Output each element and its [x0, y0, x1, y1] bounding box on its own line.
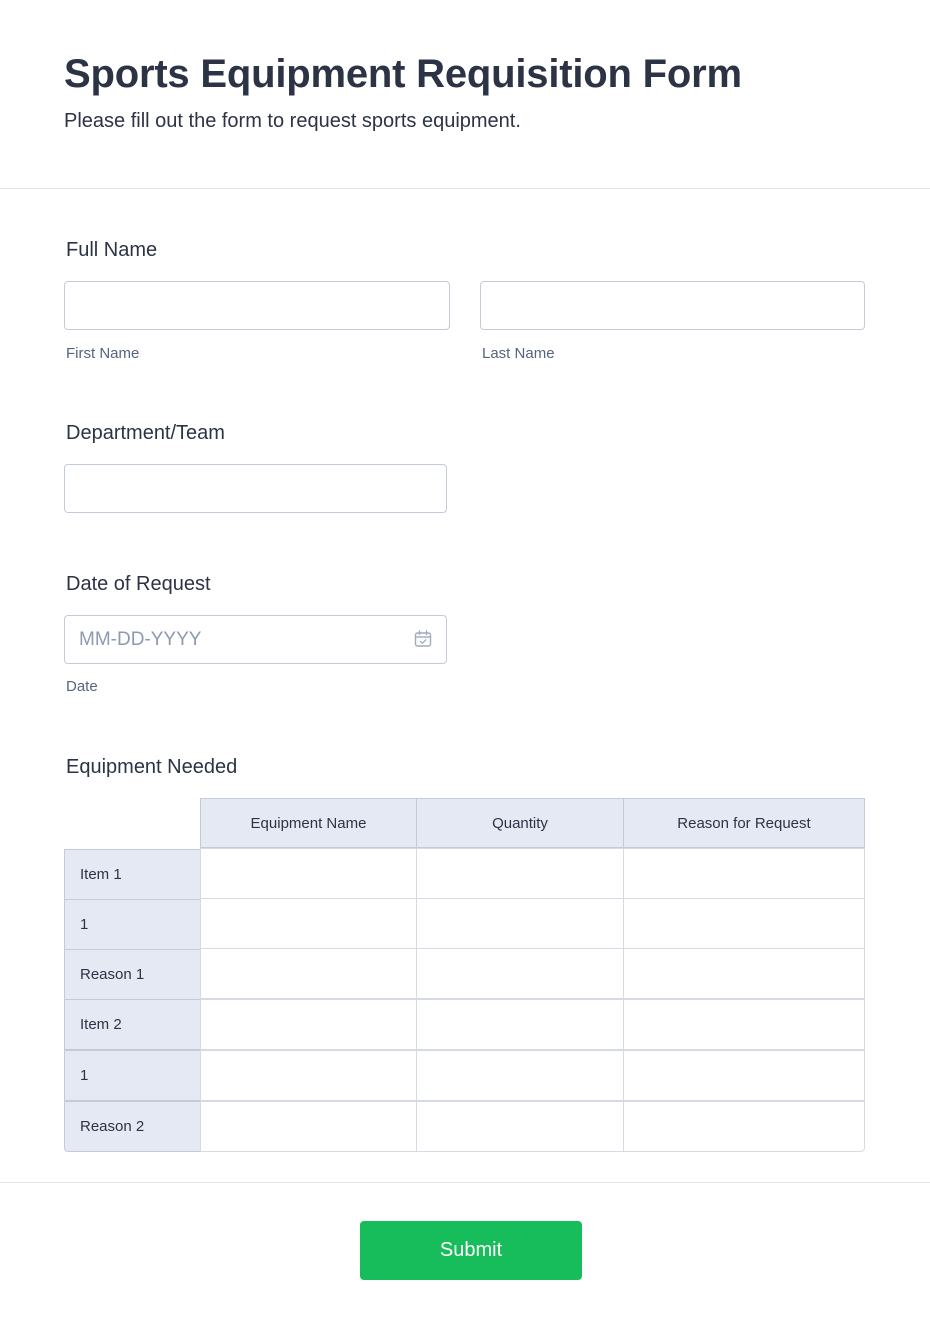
matrix-cell[interactable] — [623, 848, 865, 899]
matrix-cell[interactable] — [200, 999, 417, 1050]
form-header — [0, 0, 930, 189]
matrix-column-header: Reason for Request — [623, 798, 865, 848]
matrix-cell[interactable] — [623, 1050, 865, 1101]
matrix-row-header: 1 — [64, 899, 201, 950]
calendar-icon[interactable] — [414, 630, 432, 648]
submit-button[interactable]: Submit — [360, 1221, 582, 1280]
matrix-cell[interactable] — [623, 999, 865, 1050]
date-label: Date of Request — [66, 573, 211, 595]
matrix-column-header: Equipment Name — [200, 798, 417, 848]
last-name-sublabel: Last Name — [482, 345, 555, 362]
form-subtitle: Please fill out the form to request sports equipment. — [64, 110, 521, 132]
matrix-row-header: Item 2 — [64, 999, 201, 1050]
matrix-cell[interactable] — [416, 999, 624, 1050]
matrix-cell[interactable] — [416, 948, 624, 999]
matrix-cell[interactable] — [416, 1050, 624, 1101]
date-input[interactable] — [64, 615, 447, 664]
date-sublabel: Date — [66, 678, 98, 695]
form-title: Sports Equipment Requisition Form — [64, 52, 742, 96]
matrix-cell[interactable] — [416, 898, 624, 949]
first-name-sublabel: First Name — [66, 345, 140, 362]
matrix-cell[interactable] — [623, 898, 865, 949]
matrix-cell[interactable] — [200, 898, 417, 949]
equipment-matrix — [64, 798, 865, 1152]
matrix-cell[interactable] — [200, 848, 417, 899]
matrix-column-header: Quantity — [416, 798, 624, 848]
matrix-row-header: Item 1 — [64, 849, 201, 900]
matrix-cell[interactable] — [200, 1101, 417, 1152]
department-label: Department/Team — [66, 422, 225, 444]
department-input[interactable] — [64, 464, 447, 513]
matrix-cell[interactable] — [416, 1101, 624, 1152]
matrix-cell[interactable] — [416, 848, 624, 899]
matrix-cell[interactable] — [200, 1050, 417, 1101]
matrix-row-header: 1 — [64, 1050, 201, 1101]
matrix-cell[interactable] — [200, 948, 417, 999]
footer-divider — [0, 1182, 930, 1183]
last-name-input[interactable] — [480, 281, 865, 330]
matrix-row-header: Reason 2 — [64, 1101, 201, 1152]
equipment-label: Equipment Needed — [66, 756, 238, 778]
full-name-label: Full Name — [66, 239, 158, 261]
matrix-cell[interactable] — [623, 1101, 865, 1152]
matrix-row-header: Reason 1 — [64, 949, 201, 1000]
first-name-input[interactable] — [64, 281, 450, 330]
matrix-cell[interactable] — [623, 948, 865, 999]
